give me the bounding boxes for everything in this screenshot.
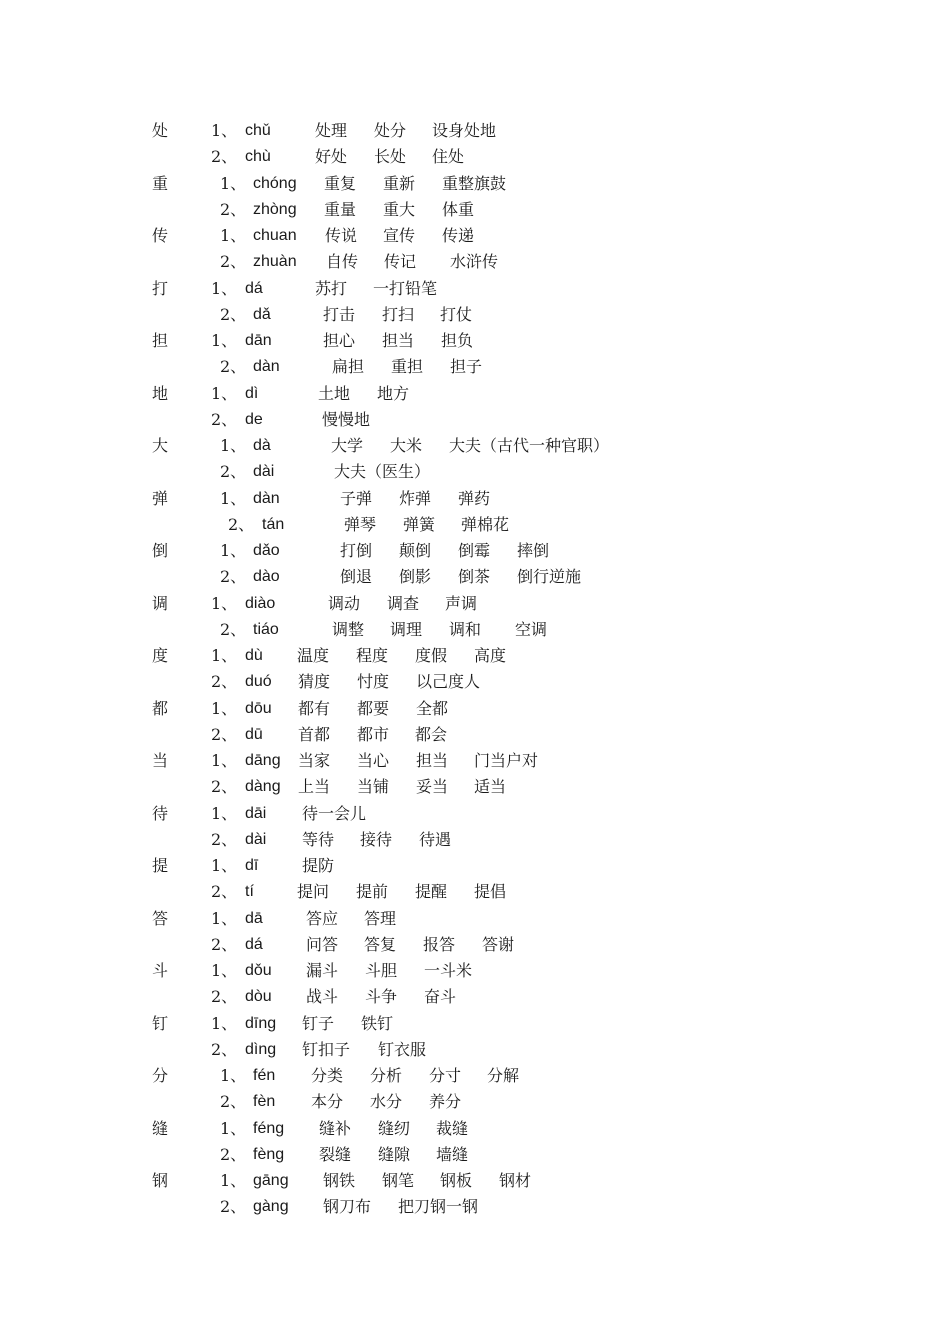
example-word: 接待 [360, 829, 393, 849]
reading-number: 1、 [211, 751, 238, 770]
example-word: 大夫（古代一种官职） [449, 436, 610, 455]
example-word: 空调 [515, 619, 548, 639]
example-word: 重大 [383, 199, 416, 219]
example-word: 答谢 [482, 934, 515, 954]
headword: 待 [152, 803, 169, 823]
entry-row [0, 958, 950, 984]
pinyin: dōu [245, 699, 272, 717]
headword: 传 [152, 226, 169, 245]
example-word: 斗胆 [365, 961, 398, 980]
entry-row [0, 591, 950, 617]
reading-number: 2、 [211, 147, 238, 167]
example-word: 设身处地 [432, 121, 497, 140]
headword: 提 [152, 856, 169, 875]
entry-row [0, 1116, 950, 1142]
pinyin: féng [253, 1119, 285, 1137]
pinyin: gàng [253, 1198, 289, 1216]
example-word: 首都 [298, 724, 331, 744]
reading-number: 2、 [211, 724, 238, 744]
pinyin: dīng [245, 1014, 277, 1032]
reading-number: 1、 [211, 383, 238, 403]
pinyin: diào [245, 594, 276, 612]
reading-number: 1、 [220, 173, 247, 193]
entry-row [0, 512, 950, 538]
pinyin: dǎo [253, 542, 280, 559]
example-word: 都会 [415, 724, 448, 744]
example-word: 宣传 [383, 226, 416, 245]
example-word: 把刀钢一钢 [398, 1197, 479, 1217]
entry-row [0, 722, 950, 748]
reading-number: 2、 [211, 777, 238, 797]
example-word: 重量 [324, 199, 357, 219]
reading-number: 1、 [211, 121, 238, 140]
entry-row [0, 459, 950, 485]
entry-row [0, 669, 950, 695]
example-word: 重担 [391, 357, 424, 377]
pinyin: tí [245, 883, 254, 901]
pinyin: tán [262, 515, 285, 533]
reading-number: 2、 [211, 1039, 238, 1059]
entry-row [0, 1037, 950, 1063]
example-word: 提倡 [474, 882, 507, 902]
headword: 担 [152, 331, 169, 350]
example-word: 分类 [311, 1066, 344, 1085]
example-word: 传记 [384, 252, 417, 272]
reading-number: 2、 [220, 1144, 247, 1164]
example-word: 忖度 [357, 672, 390, 692]
example-word: 倒茶 [458, 567, 491, 587]
entry-row [0, 302, 950, 328]
example-word: 自传 [326, 252, 359, 272]
reading-number: 2、 [220, 567, 247, 587]
reading-number: 1、 [211, 856, 238, 875]
example-word: 调理 [390, 619, 423, 639]
pinyin: tiáo [253, 620, 279, 638]
example-word: 调整 [332, 619, 365, 639]
example-word: 打倒 [340, 541, 373, 560]
pinyin: dāi [245, 804, 267, 822]
example-word: 斗争 [365, 987, 398, 1007]
example-word: 摔倒 [517, 541, 550, 560]
pinyin: dàn [253, 489, 280, 507]
headword: 答 [152, 908, 169, 928]
example-word: 都市 [357, 724, 390, 744]
example-word: 分析 [370, 1066, 403, 1085]
example-word: 弹琴 [344, 514, 377, 534]
headword: 当 [152, 751, 169, 770]
reading-number: 2、 [220, 462, 247, 482]
example-word: 待一会儿 [302, 803, 367, 823]
headword: 度 [152, 646, 169, 665]
pinyin: dào [253, 568, 280, 586]
example-word: 重整旗鼓 [442, 173, 507, 193]
example-word: 炸弹 [399, 488, 432, 508]
reading-number: 2、 [220, 252, 247, 272]
entry-row [0, 276, 950, 302]
pinyin: duó [245, 673, 272, 691]
example-word: 钉扣子 [302, 1039, 351, 1059]
pinyin: dài [245, 830, 267, 848]
example-word: 钉子 [302, 1013, 335, 1033]
example-word: 妥当 [416, 777, 449, 797]
example-word: 颠倒 [399, 541, 432, 560]
pinyin: fén [253, 1067, 276, 1084]
example-word: 上当 [298, 777, 331, 797]
pinyin: chù [245, 148, 271, 166]
example-word: 担负 [441, 331, 474, 350]
entry-row [0, 328, 950, 354]
entry-row [0, 827, 950, 853]
entry-row [0, 118, 950, 144]
pinyin: dá [245, 279, 263, 297]
pinyin: dòu [245, 988, 272, 1006]
example-word: 分解 [487, 1066, 520, 1085]
example-word: 打仗 [440, 304, 473, 324]
entry-row [0, 407, 950, 433]
example-word: 水分 [370, 1092, 403, 1112]
entry-row [0, 486, 950, 512]
example-word: 都有 [298, 698, 331, 718]
example-word: 当铺 [357, 777, 390, 797]
example-word: 处理 [315, 121, 348, 140]
headword: 缝 [152, 1118, 169, 1138]
example-word: 答应 [306, 908, 339, 928]
example-word: 当心 [357, 751, 390, 770]
entry-row [0, 932, 950, 958]
example-word: 钢刀布 [323, 1197, 372, 1217]
entry-row [0, 879, 950, 905]
example-word: 门当户对 [474, 751, 539, 770]
example-word: 答复 [364, 934, 397, 954]
pinyin: zhuàn [253, 253, 297, 271]
headword: 钢 [152, 1171, 169, 1190]
example-word: 提醒 [415, 882, 448, 902]
reading-number: 1、 [211, 278, 238, 298]
entry-row [0, 906, 950, 932]
example-word: 倒行逆施 [517, 567, 582, 587]
example-word: 调查 [387, 593, 420, 613]
entry-row [0, 801, 950, 827]
example-word: 裂缝 [319, 1144, 352, 1164]
example-word: 裁缝 [436, 1118, 469, 1138]
entry-row [0, 643, 950, 669]
example-word: 当家 [298, 751, 331, 770]
pinyin: dì [245, 384, 259, 402]
reading-number: 2、 [211, 829, 238, 849]
reading-number: 2、 [220, 1092, 247, 1112]
reading-number: 1、 [211, 593, 238, 613]
headword: 倒 [152, 541, 169, 560]
example-word: 提问 [297, 882, 330, 902]
headword: 弹 [152, 488, 169, 508]
entry-row [0, 696, 950, 722]
reading-number: 1、 [220, 1066, 247, 1085]
example-word: 提防 [302, 856, 335, 875]
example-word: 都要 [357, 698, 390, 718]
example-word: 地方 [377, 383, 410, 403]
reading-number: 1、 [220, 436, 247, 455]
pinyin: zhòng [253, 200, 297, 218]
example-word: 一打铅笔 [373, 278, 438, 298]
pinyin: dū [245, 725, 263, 743]
pinyin: dìng [245, 1040, 277, 1058]
example-word: 体重 [442, 199, 475, 219]
example-word: 大米 [390, 436, 423, 455]
pinyin: chuan [253, 227, 297, 244]
headword: 地 [152, 383, 169, 403]
entry-row [0, 1142, 950, 1168]
example-word: 土地 [318, 383, 351, 403]
reading-number: 2、 [211, 934, 238, 954]
reading-number: 2、 [220, 619, 247, 639]
example-word: 重复 [324, 173, 357, 193]
pinyin: de [245, 410, 263, 428]
example-word: 等待 [302, 829, 335, 849]
example-word: 一斗米 [424, 961, 473, 980]
entry-row [0, 564, 950, 590]
entry-row [0, 171, 950, 197]
example-word: 担当 [382, 331, 415, 350]
headword: 调 [152, 593, 169, 613]
example-word: 好处 [315, 147, 348, 167]
entry-row [0, 354, 950, 380]
headword: 钉 [152, 1013, 169, 1033]
reading-number: 2、 [220, 357, 247, 377]
example-word: 缝纫 [378, 1118, 411, 1138]
example-word: 弹药 [458, 488, 491, 508]
pinyin: dà [253, 437, 271, 454]
example-word: 慢慢地 [322, 409, 371, 429]
entry-row [0, 197, 950, 223]
pinyin: dān [245, 332, 272, 349]
example-word: 打击 [323, 304, 356, 324]
reading-number: 2、 [220, 1197, 247, 1217]
reading-number: 2、 [211, 987, 238, 1007]
example-word: 提前 [356, 882, 389, 902]
example-word: 钢笔 [382, 1171, 415, 1190]
entry-row [0, 853, 950, 879]
example-word: 分寸 [429, 1066, 462, 1085]
entry-row [0, 984, 950, 1010]
example-word: 墙缝 [436, 1144, 469, 1164]
example-word: 钢材 [499, 1171, 532, 1190]
pinyin: dù [245, 647, 263, 664]
entry-row [0, 748, 950, 774]
entry-row [0, 1089, 950, 1115]
entry-row [0, 433, 950, 459]
reading-number: 1、 [211, 908, 238, 928]
example-word: 大夫（医生） [334, 462, 431, 482]
pinyin: dāng [245, 752, 281, 769]
example-word: 传说 [325, 226, 358, 245]
reading-number: 1、 [211, 331, 238, 350]
pinyin: dàn [253, 358, 280, 376]
example-word: 水浒传 [450, 252, 499, 272]
headword: 打 [152, 278, 169, 298]
example-word: 问答 [306, 934, 339, 954]
pinyin: dài [253, 463, 275, 481]
example-word: 倒霉 [458, 541, 491, 560]
example-word: 大学 [331, 436, 364, 455]
reading-number: 1、 [220, 1171, 247, 1190]
example-word: 扁担 [332, 357, 365, 377]
example-word: 声调 [445, 593, 478, 613]
example-word: 重新 [383, 173, 416, 193]
example-word: 传递 [442, 226, 475, 245]
example-word: 苏打 [315, 278, 348, 298]
example-word: 调动 [328, 593, 361, 613]
pinyin: chǔ [245, 122, 271, 139]
reading-number: 1、 [211, 646, 238, 665]
reading-number: 1、 [211, 698, 238, 718]
entry-row [0, 1168, 950, 1194]
headword: 处 [152, 121, 169, 140]
example-word: 高度 [474, 646, 507, 665]
entry-row [0, 144, 950, 170]
reading-number: 2、 [220, 304, 247, 324]
pinyin: dǒu [245, 962, 272, 979]
headword: 斗 [152, 961, 169, 980]
example-word: 长处 [374, 147, 407, 167]
example-word: 温度 [297, 646, 330, 665]
example-word: 适当 [474, 777, 507, 797]
example-word: 答理 [364, 908, 397, 928]
reading-number: 2、 [211, 882, 238, 902]
entry-row [0, 381, 950, 407]
reading-number: 1、 [220, 488, 247, 508]
pinyin: dàng [245, 778, 281, 796]
example-word: 打扫 [382, 304, 415, 324]
example-word: 养分 [429, 1092, 462, 1112]
example-word: 钉衣服 [378, 1039, 427, 1059]
entry-row [0, 1194, 950, 1220]
entry-row [0, 249, 950, 275]
example-word: 铁钉 [361, 1013, 394, 1033]
example-word: 程度 [356, 646, 389, 665]
reading-number: 1、 [220, 226, 247, 245]
headword: 都 [152, 698, 169, 718]
pinyin: fèng [253, 1145, 285, 1163]
pinyin: dá [245, 935, 263, 953]
example-word: 担子 [450, 357, 483, 377]
example-word: 本分 [311, 1092, 344, 1112]
example-word: 弹簧 [403, 514, 436, 534]
example-word: 处分 [374, 121, 407, 140]
reading-number: 1、 [211, 803, 238, 823]
pinyin: fèn [253, 1093, 276, 1111]
example-word: 以己度人 [416, 672, 481, 692]
pinyin: gāng [253, 1172, 289, 1189]
example-word: 待遇 [419, 829, 452, 849]
pinyin: dā [245, 909, 263, 927]
entry-row [0, 538, 950, 564]
example-word: 子弹 [340, 488, 373, 508]
pinyin: dī [245, 857, 259, 874]
headword: 大 [152, 436, 169, 455]
example-word: 钢铁 [323, 1171, 356, 1190]
reading-number: 2、 [211, 409, 238, 429]
example-word: 弹棉花 [461, 514, 510, 534]
example-word: 报答 [423, 934, 456, 954]
example-word: 调和 [449, 619, 482, 639]
pinyin: dǎ [253, 305, 271, 323]
reading-number: 1、 [211, 1013, 238, 1033]
reading-number: 1、 [220, 541, 247, 560]
example-word: 倒影 [399, 567, 432, 587]
headword: 重 [152, 173, 169, 193]
reading-number: 1、 [220, 1118, 247, 1138]
example-word: 战斗 [306, 987, 339, 1007]
example-word: 担当 [416, 751, 449, 770]
reading-number: 2、 [220, 199, 247, 219]
example-word: 住处 [432, 147, 465, 167]
example-word: 度假 [415, 646, 448, 665]
pinyin: chóng [253, 174, 297, 192]
example-word: 漏斗 [306, 961, 339, 980]
example-word: 担心 [323, 331, 356, 350]
entry-row [0, 1011, 950, 1037]
entry-row [0, 617, 950, 643]
example-word: 全都 [416, 698, 449, 718]
headword: 分 [152, 1066, 169, 1085]
example-word: 奋斗 [424, 987, 457, 1007]
example-word: 倒退 [340, 567, 373, 587]
reading-number: 1、 [211, 961, 238, 980]
example-word: 缝隙 [378, 1144, 411, 1164]
entry-row [0, 223, 950, 249]
entry-row [0, 774, 950, 800]
example-word: 猜度 [298, 672, 331, 692]
example-word: 钢板 [440, 1171, 473, 1190]
reading-number: 2、 [228, 514, 255, 534]
example-word: 缝补 [319, 1118, 352, 1138]
entry-row [0, 1063, 950, 1089]
reading-number: 2、 [211, 672, 238, 692]
